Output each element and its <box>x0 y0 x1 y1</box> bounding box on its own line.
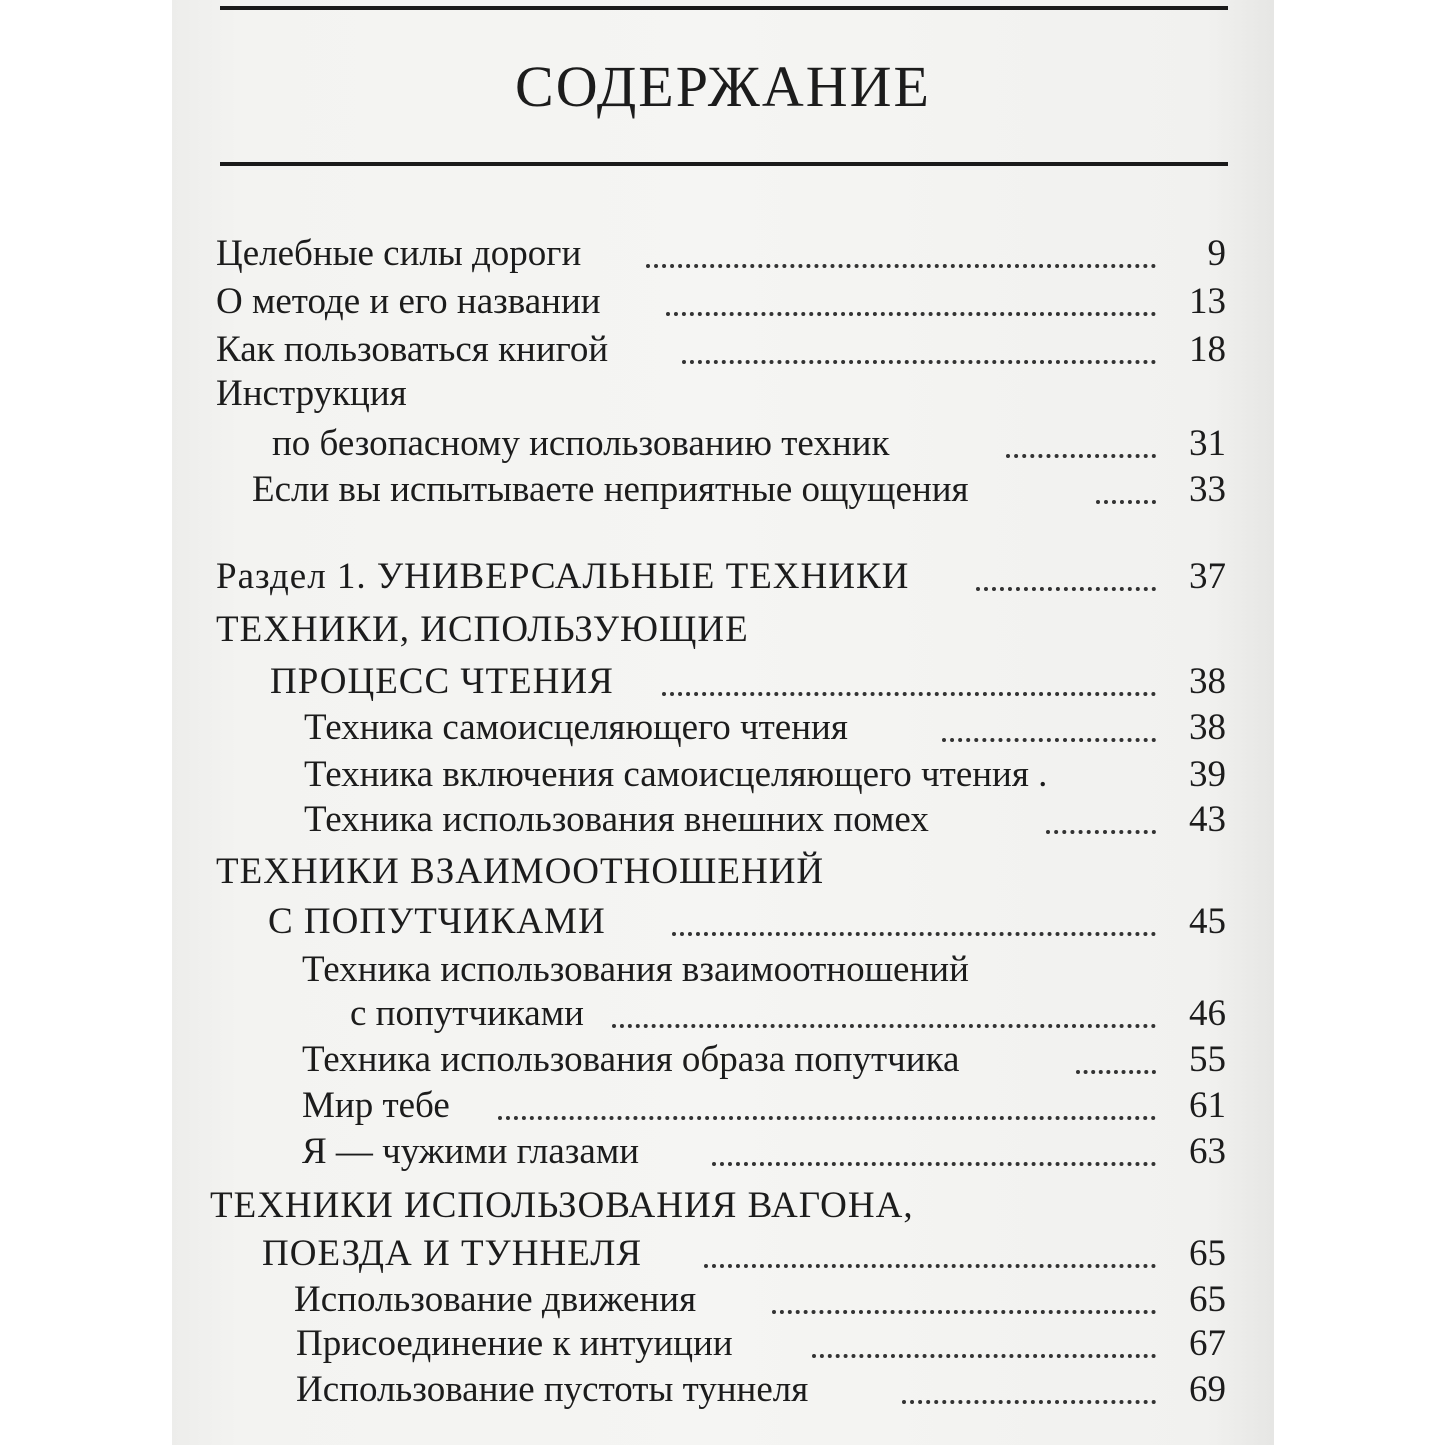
dot-leader <box>902 1400 1156 1404</box>
toc-entry <box>216 658 1226 706</box>
dot-leader <box>812 1354 1156 1358</box>
dot-leader <box>772 1310 1156 1314</box>
toc-entry-page: 9 <box>1207 233 1226 274</box>
title-rule <box>220 162 1228 166</box>
toc-entry <box>216 704 1226 752</box>
toc-entry-title: по безопасному использованию техник <box>272 423 890 464</box>
dot-leader <box>976 587 1156 591</box>
toc-entry-title: Я — чужими глазами <box>302 1131 640 1172</box>
toc-entry-page: 37 <box>1189 556 1226 597</box>
toc-entry-page: 39 <box>1189 754 1226 795</box>
toc-entry-page: 31 <box>1189 423 1226 464</box>
toc-entry <box>216 553 1226 601</box>
dot-leader <box>942 738 1156 742</box>
toc-entry-page: 13 <box>1189 281 1226 322</box>
toc-entry-title: с попутчиками <box>350 993 584 1034</box>
toc-entry-page: 69 <box>1189 1369 1226 1410</box>
toc-entry-page: 63 <box>1189 1131 1226 1172</box>
toc-entry-page: 46 <box>1189 993 1226 1034</box>
toc-entry-title: Целебные силы дороги <box>216 233 582 274</box>
toc-entry <box>210 1182 1226 1230</box>
toc-entry-title: Техника включения самоисцеляющего чтения . <box>304 754 1048 795</box>
toc-entry <box>216 990 1226 1038</box>
toc-entry-page: 43 <box>1189 799 1226 840</box>
dot-leader <box>1096 500 1156 504</box>
toc-entry-title: Если вы испытываете неприятные ощущения <box>252 469 969 510</box>
toc-entry-page: 55 <box>1189 1039 1226 1080</box>
toc-entry-title: С ПОПУТЧИКАМИ <box>268 901 606 942</box>
page-title: СОДЕРЖАНИЕ <box>515 54 931 119</box>
dot-leader <box>712 1162 1156 1166</box>
dot-leader <box>672 932 1156 936</box>
toc-entry <box>216 606 1226 654</box>
toc-entry-title: Техника самоисцеляющего чтения <box>304 707 848 748</box>
toc-entry-title: Присоединение к интуиции <box>296 1323 733 1364</box>
toc-entry <box>216 1320 1226 1368</box>
toc-entry-page: 65 <box>1189 1279 1226 1320</box>
toc-entry <box>216 370 1226 418</box>
toc-entry <box>216 230 1226 278</box>
toc-entry-title: О методе и его названии <box>216 281 601 322</box>
toc-entry-title: Техника использования взаимоотношений <box>302 949 969 990</box>
toc-entry <box>216 1366 1226 1414</box>
toc-entry-page: 33 <box>1189 469 1226 510</box>
toc-entry <box>216 326 1226 374</box>
toc-entry-page: 67 <box>1189 1323 1226 1364</box>
toc-entry <box>216 848 1226 896</box>
toc-entry-title: Техника использования внешних помех <box>304 799 929 840</box>
toc-entry-title: Мир тебе <box>302 1085 450 1126</box>
toc-entry-page: 38 <box>1189 707 1226 748</box>
toc-entry <box>216 946 1226 994</box>
toc-entry-page: 18 <box>1189 329 1226 370</box>
toc-entry-title: ТЕХНИКИ ВЗАИМООТНОШЕНИЙ <box>216 851 825 892</box>
dot-leader <box>1006 454 1156 458</box>
toc-entry <box>216 796 1226 844</box>
dot-leader <box>666 312 1156 316</box>
toc-entry <box>216 1276 1226 1324</box>
toc-entry-title: Использование движения <box>294 1279 697 1320</box>
toc-entry <box>216 751 1226 799</box>
toc-entry <box>216 898 1226 946</box>
toc-entry-page: 61 <box>1189 1085 1226 1126</box>
toc-entry-title: ТЕХНИКИ, ИСПОЛЬЗУЮЩИЕ <box>216 609 749 650</box>
book-page <box>172 0 1274 1445</box>
toc-entry-title: Использование пустоты туннеля <box>296 1369 809 1410</box>
toc-entry-page: 65 <box>1189 1233 1226 1274</box>
toc-entry-title: Техника использования образа попутчика <box>302 1039 960 1080</box>
dot-leader <box>682 360 1156 364</box>
top-rule <box>220 6 1228 10</box>
toc-entry-page: 38 <box>1189 661 1226 702</box>
toc-entry <box>216 1082 1226 1130</box>
toc-entry-title: Раздел 1. УНИВЕРСАЛЬНЫЕ ТЕХНИКИ <box>216 556 910 597</box>
dot-leader <box>704 1264 1156 1268</box>
dot-leader <box>1076 1070 1156 1074</box>
dot-leader <box>1046 830 1156 834</box>
toc-entry <box>216 1036 1226 1084</box>
toc-entry <box>216 1128 1226 1176</box>
toc-entry-title: ПРОЦЕСС ЧТЕНИЯ <box>270 661 614 702</box>
toc-entry-title: Как пользоваться книгой <box>216 329 609 370</box>
toc-entry-title: ТЕХНИКИ ИСПОЛЬЗОВАНИЯ ВАГОНА, <box>210 1185 914 1226</box>
toc-entry <box>216 420 1226 468</box>
dot-leader <box>612 1024 1156 1028</box>
toc-entry-title: Инструкция <box>216 373 407 414</box>
dot-leader <box>646 264 1156 268</box>
dot-leader <box>662 692 1156 696</box>
toc-entry-page: 45 <box>1189 901 1226 942</box>
dot-leader <box>498 1116 1156 1120</box>
toc-entry <box>216 466 1226 514</box>
toc-entry <box>216 1230 1226 1278</box>
toc-entry-title: ПОЕЗДА И ТУННЕЛЯ <box>262 1233 643 1274</box>
toc-entry <box>216 278 1226 326</box>
